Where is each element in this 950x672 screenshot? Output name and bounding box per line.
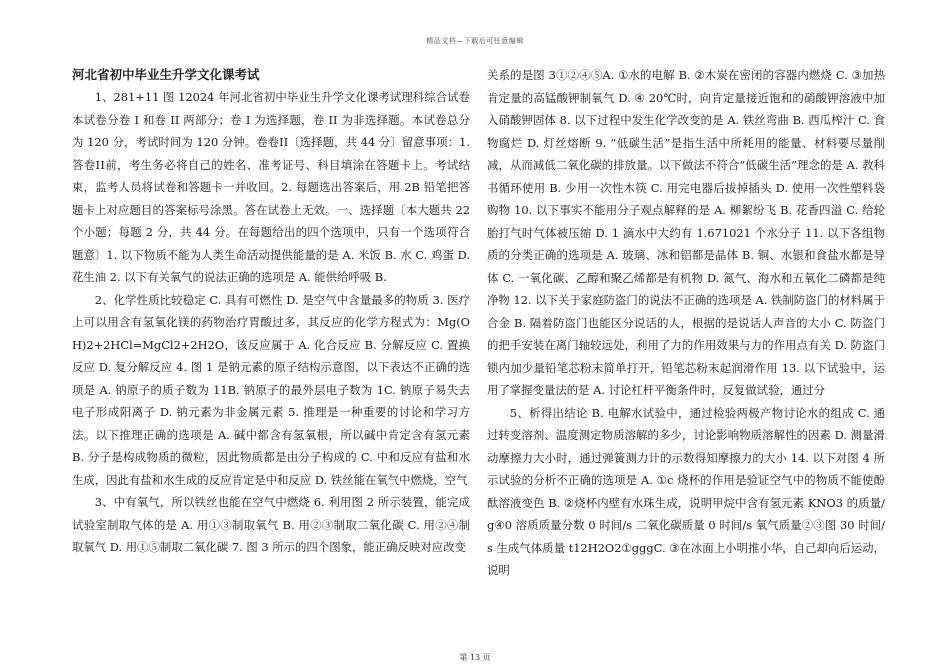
paragraph-1: 1、281+11 图 12024 年河北省初中毕业生升学文化课考试理科综合试卷本试卷分卷 I 和卷 II 两部分；卷 I 为选择题，卷 II 为非选择题。本试卷总分 为 120 分，考试时间为 120 分钟。卷卷ⅠⅠ〔选择题，共 44 分〕留意事项：1. 答卷ⅠⅠ前，考生务必将自己的姓名、准考证号、科目填涂在答题卡上。考试结束，监考人员将试卷和答题卡一并收回。2. 每题选出答案后，用 2B 铅笔把答题卡上对应题目的答案标号涂黑。答在试卷上无效。一、选择题〔本大题共 22 个小题；每题 2 分，共 44 分。在每题给出的四个选项中，只有一个选项符合题意〕1. 以下物质不能为人类生命活动提供能量的是 A. 米饭 B. 水 C. 鸡蛋 D. 花生油 2. 以下有关氧气的说法正确的选项是 A. 能供给呼吸 B. (72, 90, 470, 284)
paragraph-4: 关系的是图 3①②④⑤A. ①水的电解 B. ②木炭在密闭的容器内燃烧 C. ③加热肯定量的高锰酸钾制氧气 D. ④ 20℃时，向肯定量接近饱和的硝酸钾溶液中加入硝酸钾固体 8. 以下过程中发生化学改变的是 A. 铁丝弯曲 B. 西瓜榨汁 C. 食物腐烂 D. 灯丝熔断 9. “低碳生活”是指生活中所耗用的能量、材料要尽量削减，从而减低二氧化碳的排放量。以下做法不符合“低碳生活”理念的是 A. 教科书循环使用 B. 少用一次性木筷 C. 用完电器后拔掉插头 D. 使用一次性塑料袋购物 10. 以下事实不能用分子观点解释的是 A. 柳絮纷飞 B. 花香四溢 C. 给轮胎打气时气体被压缩 D. 1 滴水中大约有 1.671021 个水分子 11. 以下各组物质的分类正确的选项是 A. 玻璃、冰和铝都是晶体 B. 铜、水银和食盐水都是导体 C. 一氧化碳、乙醇和聚乙烯都是有机物 D. 氮气、海水和五氧化二磷都是纯净物 12. 以下关于家庭防盗门的说法不正确的选项是 A. 铁制防盗门的材料属于合金 B. 隔着防盗门也能区分说话的人，根据的是说话人声音的大小 C. 防盗门的把手安装在离门轴较远处，利用了力的作用效果与力的作用点有关 D. 防盗门锁内加少量铅笔芯粉末简单打开，铅笔芯粉末起润滑作用 13. 以下试验中，运用了掌握变量法的是 A. 讨论杠杆平衡条件时，反复做试验，通过分 (487, 68, 885, 397)
paragraph-2: 2、化学性质比较稳定 C. 具有可燃性 D. 是空气中含量最多的物质 3. 医疗上可以用含有氢氧化镁的药物治疗胃酸过多，其反应的化学方程式为：Mg(OH)2+2HCl=MgCl2+2H2O，该反应属于 A. 化合反应 B. 分解反应 C. 置换反应 D. 复分解反应 4. 图 1 是钠元素的原子结构示意图，以下表达不正确的选项是 A. 钠原子的质子数为 11B. 钠原子的最外层电子数为 1C. 钠原子易失去电子形成阳离子 D. 钠元素为非金属元素 5. 推理是一种重要的讨论和学习方法。以下推理正确的选项是 A. 碱中都含有氢氧根，所以碱中肯定含有氢元素 B. 分子是构成物质的微粒，因此物质都是由分子构成的 C. 中和反应有盐和水生成，因此有盐和水生成的反应肯定是中和反应 D. 铁丝能在氧气中燃烧，空气 (72, 292, 470, 487)
document-title: 河北省初中毕业生升学文化课考试 (72, 67, 260, 82)
header-note: 精品文档—下载后可任意编辑 (426, 37, 524, 45)
right-column (487, 64, 885, 582)
paragraph-3: 3、中有氧气，所以铁丝也能在空气中燃烧 6. 利用图 2 所示装置，能完成试验室制取气体的是 A. 用①③制取氧气 B. 用②③制取二氧化碳 C. 用②④制取氧气 D. 用①⑤制取二氧化碳 7. 图 3 所示的四个图象，能正确反映对应改变 (72, 495, 470, 554)
left-column (72, 64, 470, 559)
page-number: 第 13 页 (459, 653, 491, 662)
paragraph-5: 5、析得出结论 B. 电解水试验中，通过检验两极产物讨论水的组成 C. 通过转变溶剂、温度测定物质溶解的多少，讨论影响物质溶解性的因素 D. 测量滑动摩擦力大小时，通过弹簧测力计的示数得知摩擦力的大小 14. 以下对图 4 所示试验的分析不正确的选项是 A. ①c 烧杯的作用是验证空气中的物质不能使酚酞溶液变色 B. ②烧杯内壁有水珠生成，说明甲烷中含有氢元素 KNO3 的质量/g④0 溶质质量分数 0 时间/s 二氧化碳质量 0 时间/s 氧气质量②③图 30 时间/s 生成气体质量 t12H2O2①gggC. ③在冰面上小明推小华，自己却向后运动，说明 (487, 405, 885, 577)
